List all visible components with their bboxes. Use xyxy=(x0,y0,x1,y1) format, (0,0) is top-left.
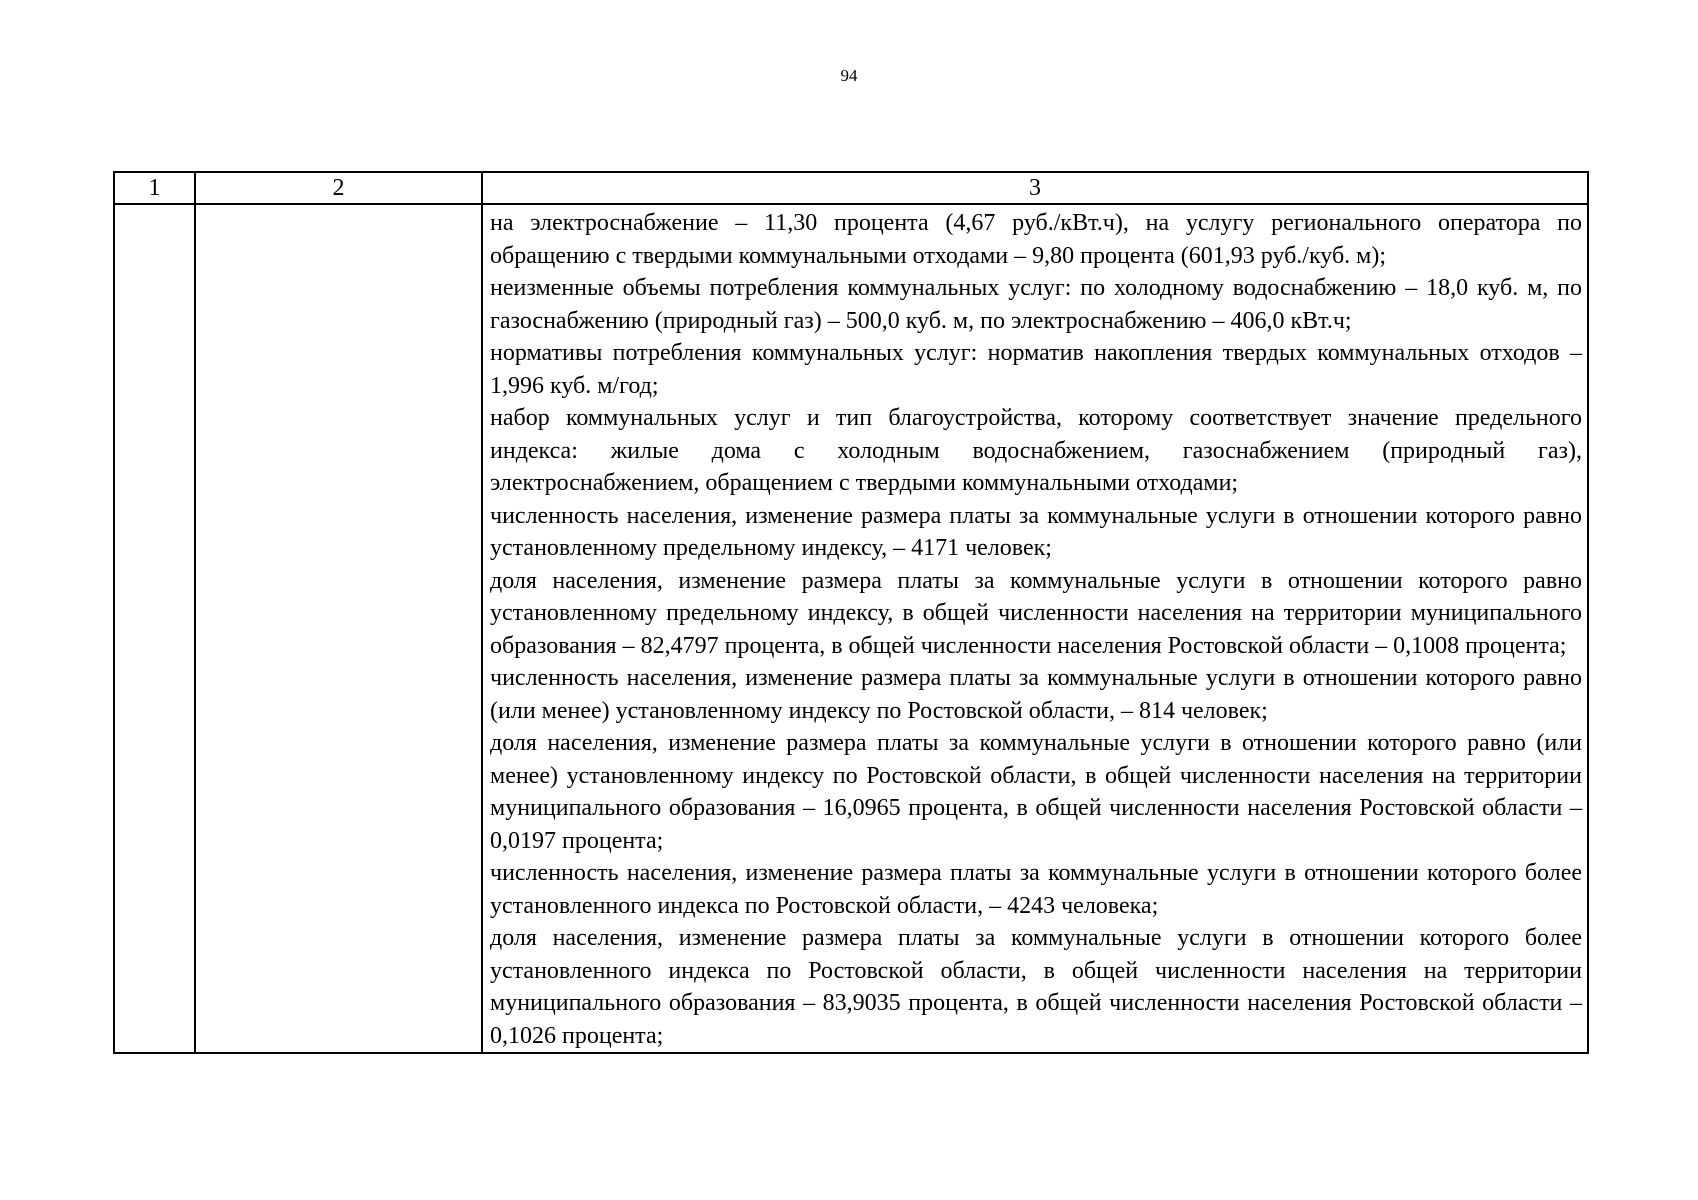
table-header-row xyxy=(114,172,1588,204)
column-header-3: 3 xyxy=(482,172,1588,204)
table-cell-col3 xyxy=(482,204,1588,1053)
paragraph-population-above-regional: численность населения, изменение размера платы за коммунальные услуги в отношении которого более установленного индекса по Ростовской области, – 4243 человека; xyxy=(490,860,1582,919)
paragraph-electricity-waste-index: на электроснабжение – 11,30 процента (4,67 руб./кВт.ч), на услугу регионального оператора по обращению с твердыми коммунальными отходами – 9,80 процента (601,93 руб./куб. м); xyxy=(490,210,1582,269)
table-cell-col2 xyxy=(195,204,482,1053)
paragraph-share-equal-or-less-regional: доля населения, изменение размера платы за коммунальные услуги в отношении которого равно (или менее) установленному индексу по Ростовской области, в общей численности населения на территории муниципального образования – 16,0965 процента, в общей численности населения Ростовской области – 0,0197 процента; xyxy=(490,730,1582,854)
paragraph-population-equal-limit: численность населения, изменение размера платы за коммунальные услуги в отношении которого равно установленному предельному индексу, – 4171 человек; xyxy=(490,502,1582,561)
column-header-1: 1 xyxy=(114,172,195,204)
table-cell-col1 xyxy=(114,204,195,1053)
table-row xyxy=(114,204,1588,1053)
column-header-2: 2 xyxy=(195,172,482,204)
paragraph-population-equal-or-less-regional: численность населения, изменение размера платы за коммунальные услуги в отношении которого равно (или менее) установленному индексу по Ростовской области, – 814 человек; xyxy=(490,665,1582,724)
paragraph-consumption-volumes: неизменные объемы потребления коммунальных услуг: по холодному водоснабжению – 18,0 куб. м, по газоснабжению (природный газ) – 500,0 куб. м, по электроснабжению – 406,0 кВт.ч; xyxy=(490,275,1582,334)
paragraph-share-above-regional: доля населения, изменение размера платы за коммунальные услуги в отношении которого более установленного индекса по Ростовской области, в общей численности населения на территории муниципального образования – 83,9035 процента, в общей численности населения Ростовской области – 0,1026 процента; xyxy=(490,925,1582,1049)
paragraph-services-set: набор коммунальных услуг и тип благоустройства, которому соответствует значение предельного индекса: жилые дома с холодным водоснабжением, газоснабжением (природный газ), электроснабжением, обращением с твердыми коммунальными отходами; xyxy=(490,405,1582,496)
paragraph-share-equal-limit: доля населения, изменение размера платы за коммунальные услуги в отношении которого равно установленному предельному индексу, в общей численности населения на территории муниципального образования – 82,4797 процента, в общей численности населения Ростовской области – 0,1008 процента; xyxy=(490,567,1582,659)
document-table xyxy=(113,171,1589,1054)
paragraph-consumption-norms: нормативы потребления коммунальных услуг: норматив накопления твердых коммунальных отходов – 1,996 куб. м/год; xyxy=(490,340,1582,399)
page-number: 94 xyxy=(840,66,858,85)
